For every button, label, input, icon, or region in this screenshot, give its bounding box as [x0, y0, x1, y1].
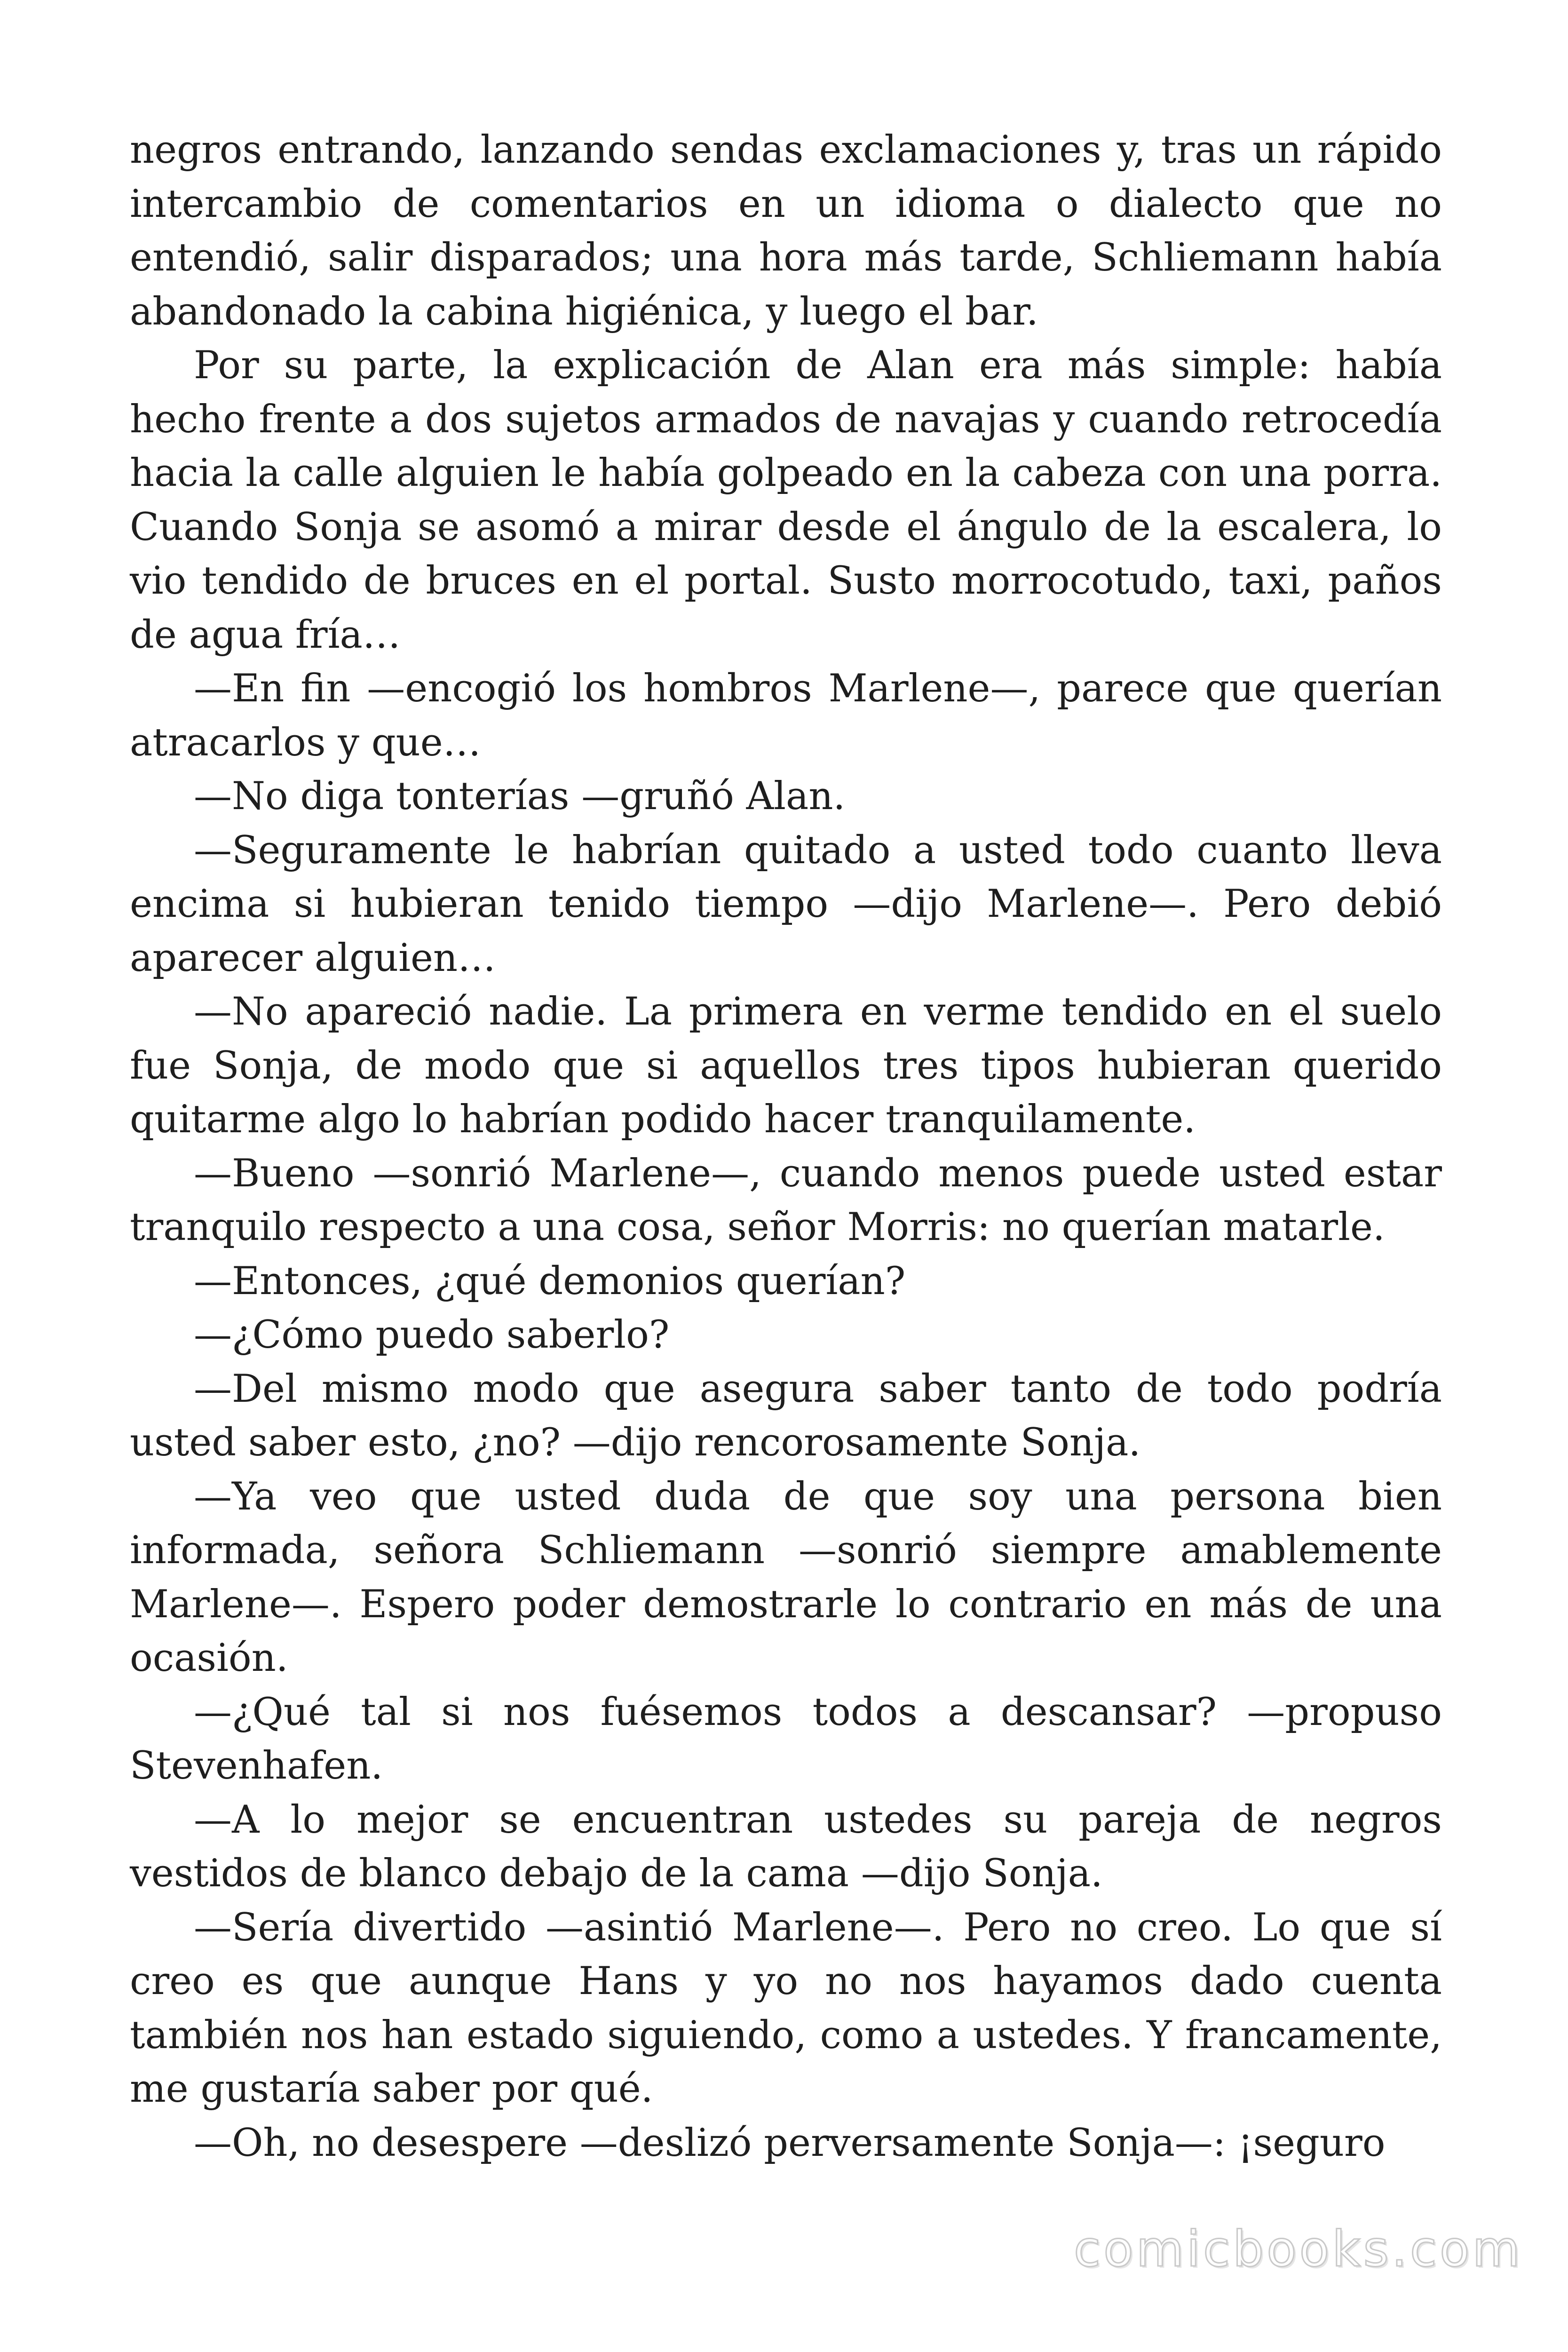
watermark: comicbooks.com — [1073, 2220, 1523, 2278]
paragraph-10: —Del mismo modo que asegura saber tanto de todo podría usted saber esto, ¿no? —dijo rencorosamente Sonja. — [130, 1367, 1442, 1465]
paragraph-5: —Seguramente le habrían quitado a usted todo cuanto lleva encima si hubieran tenido tiempo —dijo Marlene—. Pero debió aparecer alguien… — [130, 828, 1442, 980]
paragraph-12: —¿Qué tal si nos fuésemos todos a descansar? —propuso Stevenhafen. — [130, 1690, 1442, 1788]
paragraph-1: negros entrando, lanzando sendas exclamaciones y, tras un rápido intercambio de comentarios en un idioma o dialecto que no entendió, salir disparados; una hora más tarde, Schliemann había abandonado la cabina higiénica, y luego el bar. — [130, 128, 1442, 334]
page-body — [130, 123, 1442, 2170]
paragraph-3: —En fin —encogió los hombros Marlene—, parece que querían atracarlos y que… — [130, 667, 1442, 765]
paragraph-11: —Ya veo que usted duda de que soy una persona bien informada, señora Schliemann —sonrió siempre amablemente Marlene—. Espero poder demostrarle lo contrario en más de una ocasión. — [130, 1474, 1442, 1680]
paragraph-14: —Sería divertido —asintió Marlene—. Pero no creo. Lo que sí creo es que aunque Hans y yo no nos hayamos dado cuenta también nos han estado siguiendo, como a ustedes. Y francamente, me gustaría saber por qué. — [130, 1905, 1442, 2111]
paragraph-8: —Entonces, ¿qué demonios querían? — [194, 1259, 906, 1303]
paragraph-15: —Oh, no desespere —deslizó perversamente Sonja—: ¡seguro — [194, 2121, 1386, 2165]
paragraph-7: —Bueno —sonrió Marlene—, cuando menos puede usted estar tranquilo respecto a una cosa, señor Morris: no querían matarle. — [130, 1151, 1442, 1249]
paragraph-9: —¿Cómo puedo saberlo? — [194, 1313, 670, 1357]
paragraph-13: —A lo mejor se encuentran ustedes su pareja de negros vestidos de blanco debajo de la cama —dijo Sonja. — [130, 1797, 1442, 1896]
paragraph-6: —No apareció nadie. La primera en verme tendido en el suelo fue Sonja, de modo que si aquellos tres tipos hubieran querido quitarme algo lo habrían podido hacer tranquilamente. — [130, 990, 1442, 1142]
paragraph-4: —No diga tonterías —gruñó Alan. — [194, 774, 846, 818]
paragraph-2: Por su parte, la explicación de Alan era más simple: había hecho frente a dos sujetos armados de navajas y cuando retrocedía hacia la calle alguien le había golpeado en la cabeza con una porra. Cuando Sonja se asomó a mirar desde el ángulo de la escalera, lo vio tendido de bruces en el portal. Susto morrocotudo, taxi, paños de agua fría… — [130, 343, 1442, 657]
